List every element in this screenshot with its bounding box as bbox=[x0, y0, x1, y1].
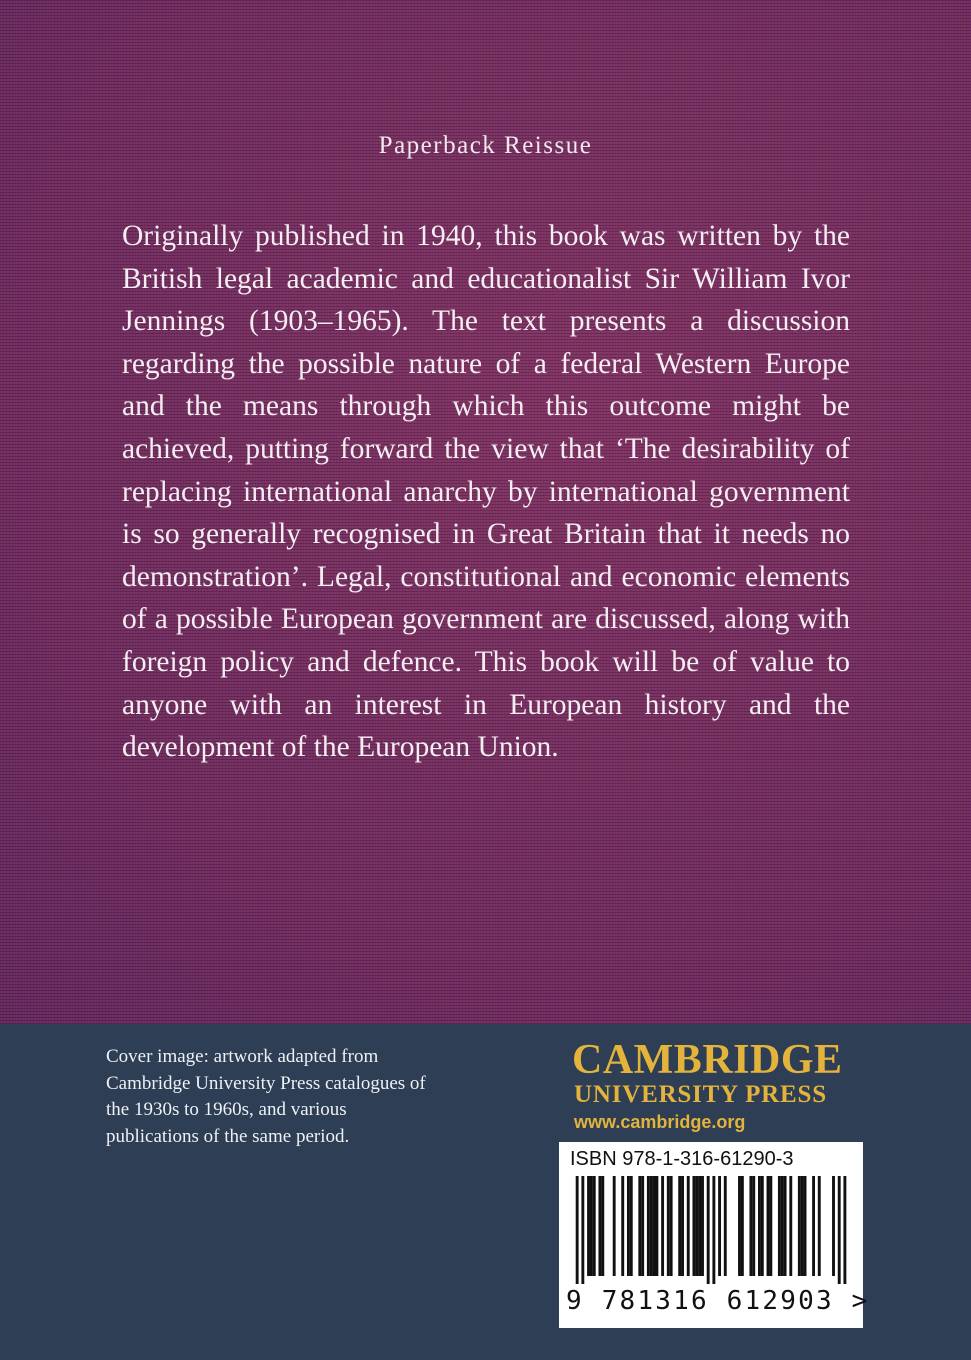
book-description: Originally published in 1940, this book was written by the British legal academic and educationalist Sir William Ivor Jennings (1903–1965). The text presents a discussion regarding the possible nature of a federal Western Europe and the means through which this outcome might be achieved, putting forward the view that ‘The desirability of replacing international anarchy by international government is so generally recognised in Great Britain that it needs no demonstration’. Legal, constitutional and economic elements of a possible European government are discussed, along with foreign policy and defence. This book will be of value to anyone with an interest in European history and the development of the European Union. bbox=[122, 220, 850, 764]
barcode-bar bbox=[798, 1176, 801, 1276]
barcode-bar bbox=[749, 1176, 752, 1276]
barcode-bar bbox=[724, 1176, 727, 1276]
barcode-bar bbox=[621, 1176, 624, 1276]
barcode-bar bbox=[832, 1176, 835, 1276]
barcode-bar bbox=[838, 1176, 841, 1284]
barcode-bar bbox=[778, 1176, 781, 1276]
barcode-bar bbox=[678, 1176, 681, 1276]
barcode-bar bbox=[681, 1176, 684, 1276]
barcode-bar bbox=[627, 1176, 630, 1276]
publisher-logo-name: CAMBRIDGE bbox=[572, 1037, 843, 1083]
barcode-bar bbox=[718, 1176, 721, 1276]
barcode-bar bbox=[630, 1176, 633, 1276]
barcode-bar bbox=[641, 1176, 644, 1276]
barcode-bar bbox=[741, 1176, 744, 1276]
barcode-bar bbox=[818, 1176, 821, 1276]
edition-label: Paperback Reissue bbox=[378, 132, 593, 159]
barcode-bar bbox=[593, 1176, 596, 1276]
barcode-bar bbox=[653, 1176, 656, 1276]
barcode-bar bbox=[647, 1176, 650, 1276]
barcode-graphic bbox=[570, 1176, 852, 1284]
barcode-bar bbox=[667, 1176, 670, 1276]
barcode-bar bbox=[761, 1176, 764, 1276]
barcode-bar bbox=[613, 1176, 616, 1276]
barcode-bar bbox=[707, 1176, 710, 1284]
isbn-label: ISBN 978-1-316-61290-3 bbox=[570, 1148, 794, 1170]
barcode-bar bbox=[650, 1176, 653, 1276]
publisher-logo-subtitle: UNIVERSITY PRESS bbox=[574, 1081, 827, 1108]
barcode-digits: 9 781316 612903 > bbox=[566, 1286, 870, 1316]
barcode-bar bbox=[752, 1176, 755, 1276]
barcode-bar bbox=[670, 1176, 673, 1276]
barcode-bar bbox=[712, 1176, 715, 1284]
barcode-bar bbox=[587, 1176, 590, 1276]
barcode-bar bbox=[687, 1176, 690, 1276]
barcode-bar bbox=[601, 1176, 604, 1276]
barcode-bar bbox=[784, 1176, 787, 1276]
barcode-bar bbox=[598, 1176, 601, 1276]
barcode-bar bbox=[758, 1176, 761, 1276]
cover-image-credit: Cover image: artwork adapted from Cambridge University Press catalogues of the 1930s to 1960s, and various publications of the same period. bbox=[106, 1046, 426, 1147]
barcode-bar bbox=[655, 1176, 658, 1276]
barcode-bar bbox=[581, 1176, 584, 1284]
barcode-bar bbox=[576, 1176, 579, 1284]
barcode-bar bbox=[738, 1176, 741, 1276]
barcode-bar bbox=[767, 1176, 770, 1276]
barcode-bar bbox=[661, 1176, 664, 1276]
publisher-website: www.cambridge.org bbox=[574, 1112, 746, 1132]
barcode-bar bbox=[804, 1176, 807, 1276]
barcode-bar bbox=[695, 1176, 698, 1276]
barcode-bar bbox=[701, 1176, 704, 1276]
barcode-bar bbox=[843, 1176, 846, 1284]
barcode-bar bbox=[638, 1176, 641, 1276]
barcode-bar bbox=[769, 1176, 772, 1276]
barcode-bar bbox=[781, 1176, 784, 1276]
barcode-bar bbox=[801, 1176, 804, 1276]
barcode-bar bbox=[789, 1176, 792, 1276]
barcode-bar bbox=[590, 1176, 593, 1276]
barcode-bar bbox=[692, 1176, 695, 1276]
barcode-bar bbox=[698, 1176, 701, 1276]
barcode-bar bbox=[812, 1176, 815, 1276]
